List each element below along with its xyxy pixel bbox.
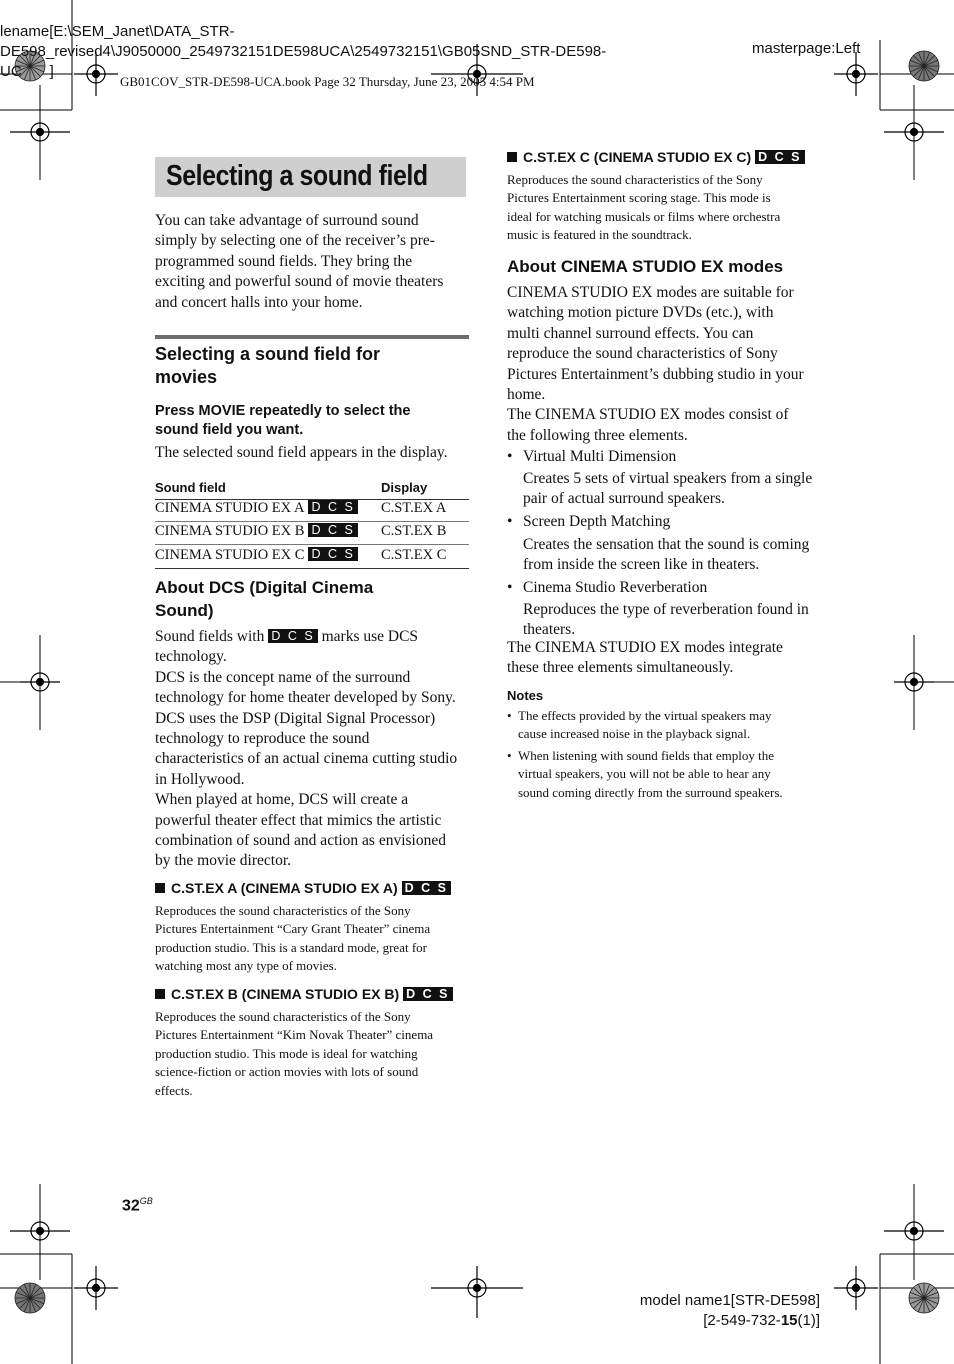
element-list: [507, 447, 837, 640]
model-info: [640, 1291, 820, 1331]
square-bullet-icon: [155, 989, 165, 999]
instruction-result: The selected sound field appears in the display.: [155, 444, 448, 461]
intro-line: and concert halls into your home.: [155, 293, 363, 311]
page-number-value: 32: [122, 1197, 140, 1215]
dcs-first-pre: Sound fields with: [155, 628, 265, 645]
square-bullet-icon: [507, 152, 517, 162]
integrate-line: these three elements simultaneously.: [507, 659, 734, 677]
list-item-desc-line: Creates the sensation that the sound is coming: [523, 535, 810, 553]
bullet-icon: •: [507, 708, 512, 723]
dcs-line: by the movie director.: [155, 852, 292, 870]
mode-b-line: science-fiction or action movies with lots of sound: [155, 1064, 419, 1080]
ex-line: Pictures Entertainment’s dubbing studio in your: [507, 365, 804, 383]
table-row: [155, 547, 358, 564]
section-heading-line: movies: [155, 367, 218, 387]
dcs-line: powerful theater effect that mimics the artistic: [155, 811, 442, 829]
bullet-icon: •: [507, 578, 513, 596]
ex-line: CINEMA STUDIO EX modes are suitable for: [507, 284, 794, 301]
dcs-heading-line: About DCS (Digital Cinema: [155, 578, 374, 597]
table-divider: [155, 521, 469, 522]
list-item: [507, 447, 837, 469]
table-divider: [155, 544, 469, 545]
page-title: Selecting a sound field: [166, 160, 428, 192]
mode-c-line: ideal for watching musicals or films where orchestra: [507, 208, 781, 224]
mode-c-line: music is featured in the soundtrack.: [507, 227, 692, 243]
page-number-suffix: GB: [139, 1196, 153, 1206]
mode-b-description: [155, 1008, 475, 1100]
mode-b-line: effects.: [155, 1082, 193, 1098]
book-info-line: GB01COV_STR-DE598-UCA.book Page 32 Thursday, June 23, 2005 4:54 PM: [120, 74, 535, 89]
list-item-title: Virtual Multi Dimension: [523, 448, 677, 465]
list-item-desc-line: theaters.: [523, 621, 576, 639]
section-rule: [155, 335, 469, 339]
list-item-title: Screen Depth Matching: [523, 512, 671, 530]
table-header-display: Display: [381, 480, 428, 495]
dcs-badge: D C S: [308, 523, 357, 537]
mode-a-description: [155, 902, 475, 976]
list-item: [507, 578, 837, 600]
intro-paragraph: [155, 211, 475, 313]
dcs-line: technology.: [155, 648, 227, 666]
list-item-description: [507, 469, 837, 510]
list-item-desc-line: pair of actual surround speakers.: [523, 490, 725, 508]
mode-c-title: C.ST.EX C (CINEMA STUDIO EX C): [523, 149, 752, 165]
dcs-line: in Hollywood.: [155, 770, 245, 788]
note-item: [507, 747, 837, 802]
masterpage-label: masterpage:Left: [752, 40, 861, 57]
table-row: [155, 500, 358, 517]
model-code-post: (1)]: [797, 1312, 820, 1329]
ex-line: multi channel surround effects. You can: [507, 324, 754, 342]
dcs-heading: [155, 576, 469, 622]
dcs-badge: D C S: [308, 547, 357, 561]
mode-a-line: production studio. This is a standard mode, great for: [155, 939, 427, 955]
dcs-first-post: marks use DCS: [321, 628, 419, 645]
bullet-icon: •: [507, 747, 512, 763]
dcs-badge: D C S: [308, 500, 357, 514]
dcs-line: technology to reproduce the sound: [155, 730, 370, 748]
mode-b-title: C.ST.EX B (CINEMA STUDIO EX B): [171, 986, 400, 1002]
filename-header: [0, 22, 640, 82]
mode-b-line: Reproduces the sound characteristics of the Sony: [155, 1009, 411, 1024]
dcs-line: When played at home, DCS will create a: [155, 791, 409, 809]
list-item-desc-line: Reproduces the type of reverberation found in: [523, 600, 809, 618]
mode-a-line: Pictures Entertainment “Cary Grant Theater” cinema: [155, 921, 431, 937]
section-heading-line: Selecting a sound field for: [155, 344, 381, 364]
dcs-badge: D C S: [402, 881, 451, 895]
mode-b-line: Pictures Entertainment “Kim Novak Theater” cinema: [155, 1027, 434, 1043]
intro-line: simply by selecting one of the receiver’s pre-: [155, 232, 435, 250]
instruction-line: Press MOVIE repeatedly to select the: [155, 403, 411, 419]
model-line-1: model name1[STR-DE598]: [639, 1292, 820, 1309]
table-divider: [155, 568, 469, 569]
intro-line: programmed sound fields. They bring the: [155, 252, 413, 270]
notes-heading: Notes: [507, 688, 544, 703]
mode-a-heading: [155, 880, 451, 896]
cinema-studio-ex-paragraph: [507, 283, 832, 446]
list-item-desc-line: Creates 5 sets of virtual speakers from a single: [523, 470, 813, 487]
model-code-pre: [2-549-732-: [703, 1312, 781, 1329]
filename-line-2: DE598_revised4\J9050000_2549732151DE598UCA\2549732151\GB05SND_STR-DE598-: [0, 43, 607, 60]
bullet-icon: •: [507, 448, 513, 465]
table-cell-field: CINEMA STUDIO EX B: [155, 523, 305, 539]
intro-line: You can take advantage of surround sound: [155, 212, 419, 229]
mode-c-description: [507, 171, 827, 245]
filename-line-3-start: UC: [0, 63, 22, 80]
bullet-icon: •: [507, 512, 513, 530]
dcs-paragraph: [155, 627, 475, 872]
list-item: [507, 512, 837, 535]
mode-a-line: watching most any type of movies.: [155, 958, 337, 974]
page-number: [122, 1196, 153, 1215]
mode-a-line: Reproduces the sound characteristics of the Sony: [155, 903, 411, 918]
table-row: [155, 523, 358, 540]
notes-list: [507, 707, 837, 802]
note-line: cause increased noise in the playback signal.: [518, 726, 751, 742]
square-bullet-icon: [155, 883, 165, 893]
intro-line: exciting and powerful sound of movie theaters: [155, 273, 444, 291]
list-item-title: Cinema Studio Reverberation: [523, 578, 708, 596]
dcs-line: DCS uses the DSP (Digital Signal Processor): [155, 709, 436, 727]
ex-line: the following three elements.: [507, 426, 688, 444]
integrate-paragraph: [507, 638, 832, 679]
ex-line: watching motion picture DVDs (etc.), with: [507, 304, 774, 322]
dcs-badge: D C S: [403, 987, 452, 1001]
mode-c-heading: [507, 149, 805, 165]
dcs-line: characteristics of an actual cinema cutting studio: [155, 750, 458, 768]
mode-c-line: Pictures Entertainment scoring stage. This mode is: [507, 190, 771, 206]
mode-b-heading: [155, 986, 453, 1002]
list-item-desc-line: from inside the screen like in theaters.: [523, 556, 760, 574]
dcs-line: technology for home theater developed by Sony.: [155, 689, 456, 707]
list-item-description: [507, 600, 837, 641]
note-line: virtual speakers, you will not be able to hear any: [518, 766, 771, 782]
table-header-sound-field: Sound field: [155, 480, 226, 495]
integrate-line: The CINEMA STUDIO EX modes integrate: [507, 639, 783, 656]
ex-line: The CINEMA STUDIO EX modes consist of: [507, 406, 789, 424]
dcs-first-line: [155, 627, 475, 647]
mode-a-title: C.ST.EX A (CINEMA STUDIO EX A): [171, 880, 398, 896]
table-cell-display: C.ST.EX B: [381, 523, 447, 539]
filename-line-1: lename[E:\SEM_Janet\DATA_STR-: [0, 23, 235, 40]
note-line: sound coming directly from the surround speakers.: [518, 784, 783, 800]
note-line: When listening with sound fields that employ the: [518, 747, 774, 763]
table-cell-field: CINEMA STUDIO EX A: [155, 500, 305, 516]
ex-line: home.: [507, 386, 546, 404]
dcs-line: combination of sound and action as envisioned: [155, 832, 446, 850]
mode-c-line: Reproduces the sound characteristics of the Sony: [507, 172, 763, 187]
cinema-studio-ex-heading: About CINEMA STUDIO EX modes: [507, 257, 784, 276]
table-cell-display: C.ST.EX A: [381, 500, 447, 516]
instruction-step: [155, 402, 469, 440]
table-cell-display: C.ST.EX C: [381, 547, 447, 563]
model-line-2: [640, 1311, 820, 1331]
dcs-heading-line: Sound): [155, 601, 214, 620]
note-item: [507, 707, 837, 744]
section-heading-movies: [155, 343, 469, 389]
list-item-description: [507, 535, 837, 576]
ex-line: reproduce the sound characteristics of Sony: [507, 345, 778, 363]
model-code-bold: 15: [780, 1312, 798, 1329]
note-line: The effects provided by the virtual speakers may: [518, 708, 772, 723]
dcs-badge: D C S: [268, 629, 317, 643]
dcs-line: DCS is the concept name of the surround: [155, 668, 411, 686]
filename-line-3-end: ]: [49, 63, 54, 80]
table-cell-field: CINEMA STUDIO EX C: [155, 547, 305, 563]
dcs-badge: D C S: [755, 150, 804, 164]
instruction-line: sound field you want.: [155, 422, 304, 438]
mode-b-line: production studio. This mode is ideal for watching: [155, 1045, 418, 1061]
